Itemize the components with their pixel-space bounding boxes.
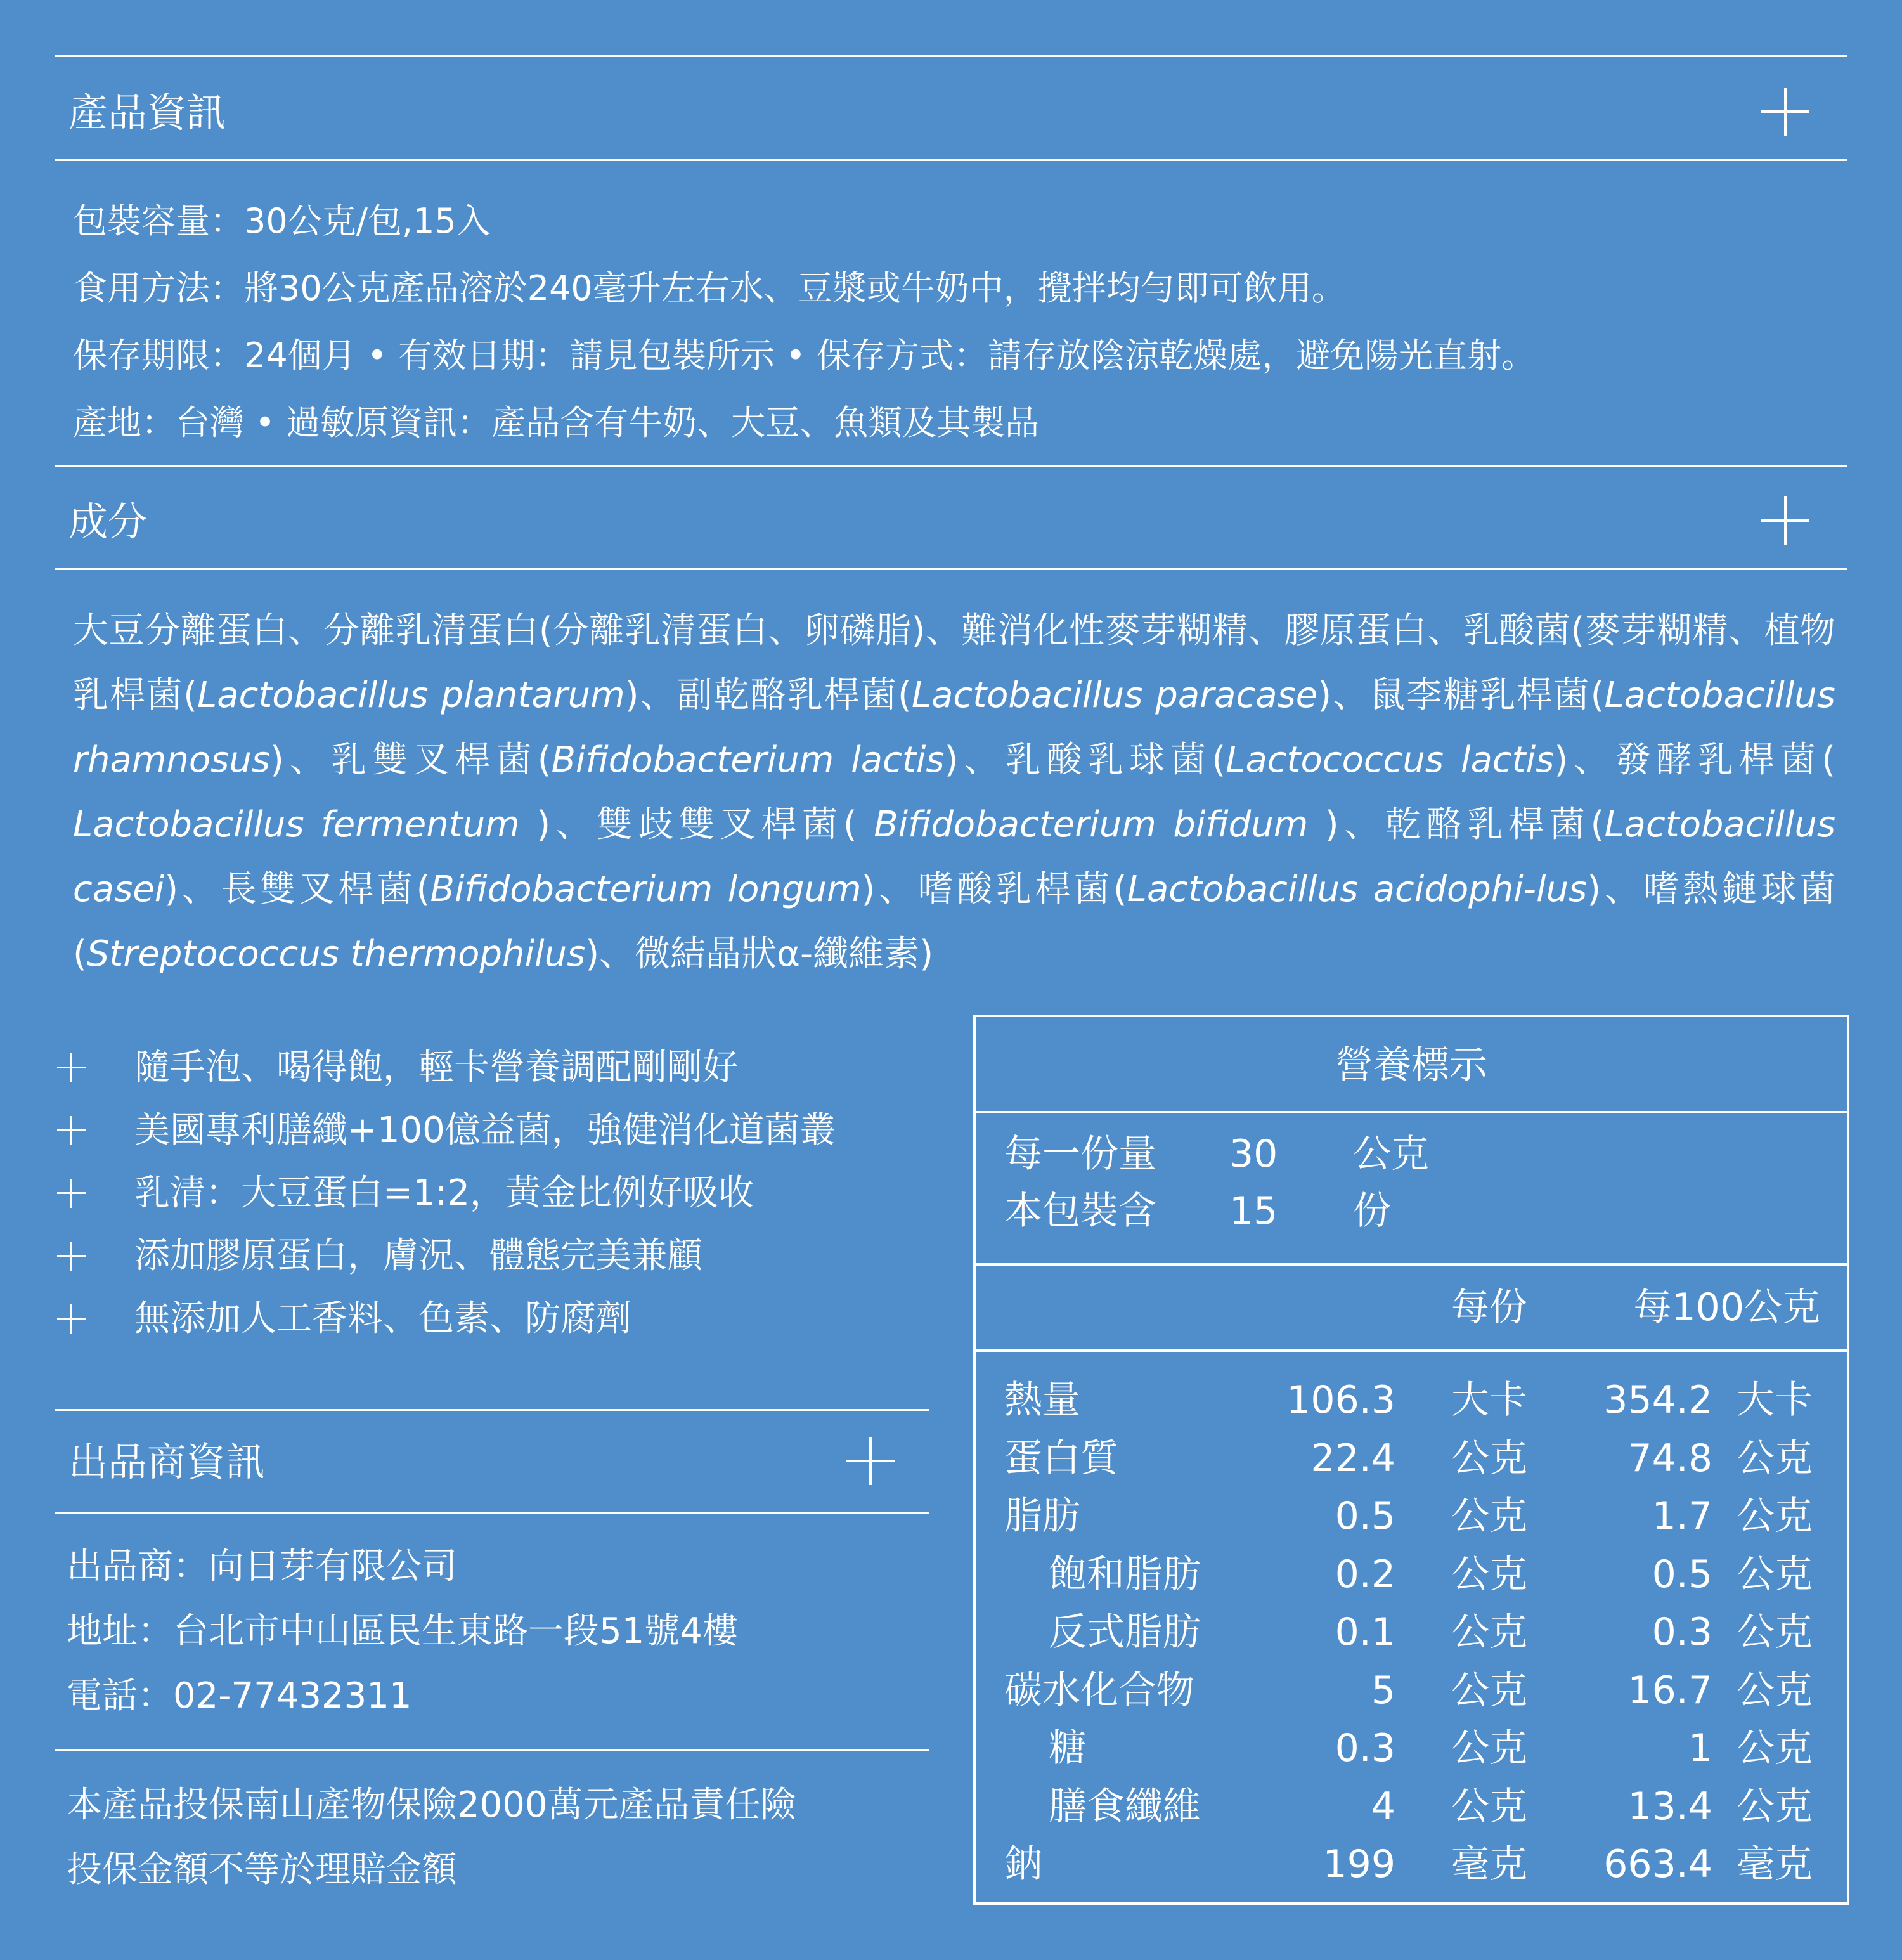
divider-top	[55, 55, 1847, 57]
info-line-storage: 保存期限：24個月 • 有效日期：請見包裝所示 • 保存方式：請存放陰涼乾燥處，避免陽光直射。	[73, 335, 1536, 375]
ingredient-scientific-name: Lactobacillus fermentum	[73, 804, 520, 845]
unit-per-serving: 公克	[1451, 1552, 1527, 1597]
nutrient-name: 膳食纖維	[1049, 1784, 1201, 1829]
unit-per-100g: 公克	[1737, 1784, 1813, 1829]
unit-per-serving: 公克	[1451, 1610, 1527, 1654]
info-line-origin: 產地：台灣 • 過敏原資訊：產品含有牛奶、大豆、魚類及其製品	[73, 403, 1040, 443]
nutrition-divider	[976, 1111, 1847, 1113]
nutrition-facts-table	[973, 1015, 1849, 1905]
info-line-usage: 食用方法：將30公克產品溶於240毫升左右水、豆漿或牛奶中，攪拌均勻即可飲用。	[73, 268, 1346, 308]
nutrition-row	[976, 1719, 1847, 1777]
unit-per-100g: 公克	[1737, 1436, 1813, 1481]
ingredient-text: )、乾酪乳桿菌(	[1308, 804, 1605, 845]
nutrition-divider	[976, 1263, 1847, 1266]
info-line-package: 包裝容量：30公克/包,15入	[73, 201, 491, 241]
divider-product-info	[55, 159, 1847, 161]
ingredient-text: )、乳酸乳球菌(	[944, 739, 1226, 781]
nutrition-row	[976, 1545, 1847, 1604]
ingredient-text: 大豆分離蛋白、分離乳清蛋白(分離乳清蛋白、卵磷脂)、難消化性麥芽糊精、膠原蛋白、乳酸菌(麥芽糊精、植物乳桿菌(	[73, 610, 1835, 716]
product-info-body	[73, 188, 1536, 457]
feature-text: 無添加人工香料、色素、防腐劑	[134, 1298, 631, 1339]
ingredient-scientific-name: Bifidobacterium bifidum	[874, 804, 1309, 845]
ingredient-scientific-name: Lactobacillus plantarum	[197, 675, 625, 716]
nutrient-name: 反式脂肪	[1049, 1610, 1201, 1654]
nutrient-name: 碳水化合物	[1004, 1668, 1194, 1713]
unit-per-100g: 公克	[1737, 1610, 1813, 1654]
nutrient-name: 熱量	[1004, 1378, 1080, 1422]
serving-size-value: 30	[1229, 1132, 1278, 1176]
value-per-100g: 0.5	[1652, 1552, 1712, 1597]
value-per-100g: 13.4	[1627, 1784, 1712, 1829]
unit-per-100g: 公克	[1737, 1494, 1813, 1538]
ingredients-text	[73, 599, 1835, 987]
unit-per-100g: 公克	[1737, 1552, 1813, 1597]
insurance-line: 投保金額不等於理賠金額	[67, 1849, 457, 1890]
plus-bullet-icon	[57, 1304, 86, 1334]
value-per-100g: 663.4	[1603, 1842, 1712, 1886]
ingredient-scientific-name: Bifidobacterium longum	[430, 869, 862, 910]
value-per-serving: 0.2	[1335, 1552, 1395, 1597]
servings-value: 15	[1229, 1189, 1278, 1233]
nutrition-row	[976, 1835, 1847, 1893]
servings-label: 本包裝含	[1004, 1189, 1156, 1233]
column-header-per-100g: 每100公克	[1633, 1285, 1820, 1330]
divider-ingredients-top	[55, 465, 1847, 467]
manufacturer-name: 出品商：向日芽有限公司	[67, 1546, 457, 1587]
value-per-100g: 1.7	[1652, 1494, 1712, 1538]
value-per-serving: 199	[1323, 1842, 1395, 1886]
ingredient-text: )、嗜熱鏈球菌(	[73, 869, 1835, 975]
feature-text: 添加膠原蛋白，膚況、體態完美兼顧	[134, 1235, 702, 1276]
value-per-serving: 5	[1371, 1668, 1395, 1713]
unit-per-serving: 公克	[1451, 1668, 1527, 1713]
ingredient-text: )、長雙叉桿菌(	[164, 869, 430, 910]
nutrient-name: 蛋白質	[1004, 1436, 1118, 1481]
divider-ingredients	[55, 568, 1847, 570]
feature-text: 隨手泡、喝得飽，輕卡營養調配剛剛好	[134, 1047, 738, 1088]
value-per-100g: 1	[1688, 1726, 1712, 1770]
nutrition-row	[976, 1429, 1847, 1488]
ingredient-scientific-name: Lactococcus lactis	[1226, 739, 1555, 781]
value-per-serving: 0.5	[1335, 1494, 1395, 1538]
serving-size-unit: 公克	[1353, 1132, 1429, 1176]
ingredient-scientific-name: Lactobacillus acidophi-lus	[1127, 869, 1588, 910]
manufacturer-body	[67, 1535, 738, 1729]
serving-size-label: 每一份量	[1004, 1132, 1156, 1176]
value-per-serving: 22.4	[1310, 1436, 1395, 1481]
ingredient-text: )、鼠李糖乳桿菌(	[1317, 675, 1605, 716]
manufacturer-phone: 電話：02-77432311	[67, 1675, 412, 1717]
servings-unit: 份	[1353, 1189, 1391, 1233]
unit-per-100g: 公克	[1737, 1726, 1813, 1770]
divider-manufacturer	[55, 1512, 929, 1514]
feature-item	[57, 1287, 836, 1350]
plus-bullet-icon	[57, 1053, 86, 1082]
unit-per-100g: 大卡	[1737, 1378, 1813, 1422]
nutrition-divider	[976, 1349, 1847, 1352]
ingredient-scientific-name: Streptococcus thermophilus	[86, 933, 586, 975]
feature-item	[57, 1224, 836, 1287]
nutrition-row	[976, 1603, 1847, 1661]
nutrition-row	[976, 1371, 1847, 1429]
ingredient-scientific-name: Lactobacillus rhamnosus	[73, 675, 1835, 781]
nutrition-title: 營養標示	[1335, 1043, 1487, 1087]
unit-per-serving: 大卡	[1451, 1378, 1527, 1422]
ingredient-scientific-name: Lactobacillus paracase	[911, 675, 1318, 716]
expand-manufacturer-plus-icon[interactable]	[846, 1437, 895, 1485]
feature-list	[57, 1036, 836, 1350]
ingredient-text: )、嗜酸乳桿菌(	[861, 869, 1127, 910]
ingredient-scientific-name: Bifidobacterium lactis	[551, 739, 945, 781]
ingredient-text: )、副乾酪乳桿菌(	[624, 675, 912, 716]
ingredient-text: )、微結晶狀α-纖維素)	[585, 933, 934, 975]
unit-per-serving: 毫克	[1451, 1842, 1527, 1886]
ingredient-scientific-name: Lactobacillus casei	[73, 804, 1836, 910]
divider-manufacturer-top	[55, 1409, 929, 1411]
plus-bullet-icon	[57, 1242, 86, 1271]
unit-per-serving: 公克	[1451, 1726, 1527, 1770]
feature-text: 乳清：大豆蛋白=1:2，黃金比例好吸收	[134, 1172, 754, 1214]
value-per-100g: 0.3	[1652, 1610, 1712, 1654]
nutrient-name: 鈉	[1004, 1842, 1042, 1886]
section-title-ingredients: 成分	[68, 498, 148, 545]
value-per-serving: 0.3	[1335, 1726, 1395, 1770]
value-per-serving: 106.3	[1286, 1378, 1395, 1422]
nutrition-row	[976, 1487, 1847, 1545]
nutrient-name: 糖	[1049, 1726, 1087, 1770]
plus-bullet-icon	[57, 1116, 86, 1145]
section-title-manufacturer: 出品商資訊	[68, 1439, 266, 1485]
expand-ingredients-plus-icon[interactable]	[1761, 496, 1809, 545]
section-title-product-info: 產品資訊	[68, 89, 226, 136]
feature-item	[57, 1162, 836, 1224]
nutrient-name: 飽和脂肪	[1049, 1552, 1201, 1597]
unit-per-serving: 公克	[1451, 1494, 1527, 1538]
nutrition-row	[976, 1661, 1847, 1720]
ingredient-text: )、乳雙叉桿菌(	[269, 739, 552, 781]
value-per-100g: 74.8	[1627, 1436, 1712, 1481]
manufacturer-address: 地址：台北市中山區民生東路一段51號4樓	[67, 1611, 738, 1652]
expand-product-info-plus-icon[interactable]	[1761, 88, 1809, 136]
feature-text: 美國專利膳纖+100億益菌，強健消化道菌叢	[134, 1110, 836, 1151]
column-header-per-serving: 每份	[1451, 1285, 1527, 1330]
unit-per-serving: 公克	[1451, 1436, 1527, 1481]
insurance-line: 本產品投保南山產物保險2000萬元產品責任險	[67, 1784, 796, 1826]
nutrition-row	[976, 1777, 1847, 1836]
ingredient-text: )、發酵乳桿菌(	[1554, 739, 1836, 781]
divider-insurance	[55, 1749, 929, 1751]
feature-item	[57, 1099, 836, 1162]
ingredient-text: )、雙歧雙叉桿菌(	[519, 804, 874, 845]
nutrient-name: 脂肪	[1004, 1494, 1080, 1538]
plus-bullet-icon	[57, 1179, 86, 1208]
value-per-100g: 354.2	[1603, 1378, 1712, 1422]
unit-per-100g: 毫克	[1737, 1842, 1813, 1886]
feature-item	[57, 1036, 836, 1099]
insurance-note	[67, 1773, 796, 1902]
value-per-serving: 0.1	[1335, 1610, 1395, 1654]
unit-per-serving: 公克	[1451, 1784, 1527, 1829]
unit-per-100g: 公克	[1737, 1668, 1813, 1713]
value-per-serving: 4	[1371, 1784, 1395, 1829]
value-per-100g: 16.7	[1627, 1668, 1712, 1713]
